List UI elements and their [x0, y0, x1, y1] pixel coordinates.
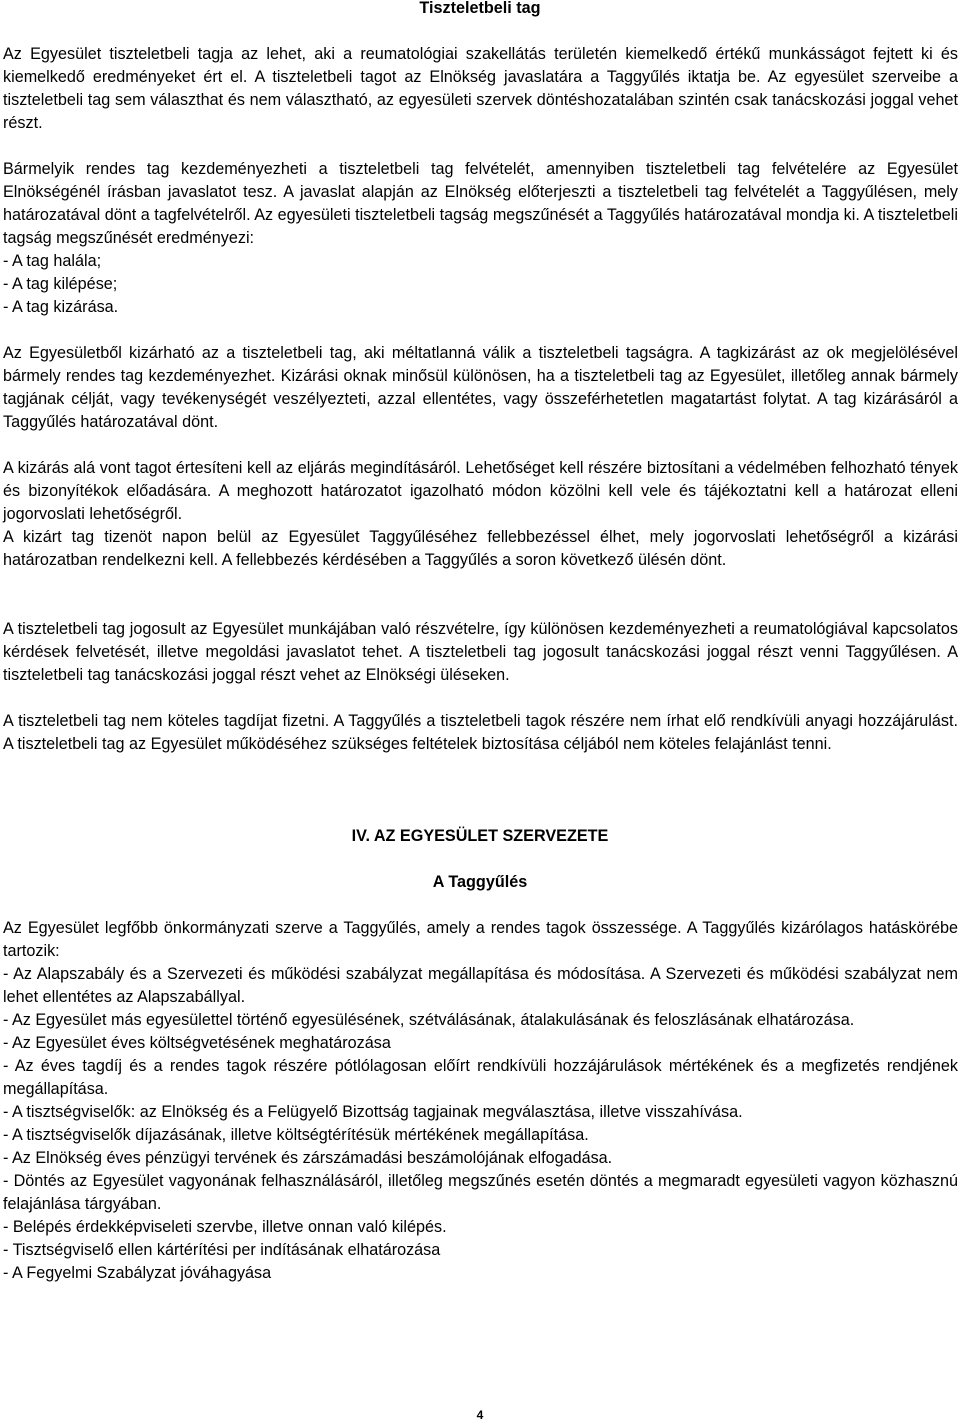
- paragraph-block-3: [3, 342, 958, 434]
- paragraph-block-6: [3, 710, 958, 756]
- list-item: - Az Alapszabály és a Szervezeti és működési szabályzat megállapítása és módosítása. A Szervezeti és működési szabályzat nem lehet ellentétes az Alapszabállyal.: [3, 965, 958, 1006]
- paragraph-block-1: [3, 43, 958, 135]
- list-item: - Az Egyesület más egyesülettel történő egyesülésének, szétválásának, átalakulásának és feloszlásának elhatározása.: [3, 1011, 855, 1029]
- list-item: - Az Elnökség éves pénzügyi tervének és zárszámadási beszámolójának elfogadása.: [3, 1149, 613, 1167]
- paragraph: A kizárás alá vont tagot értesíteni kell az eljárás megindításáról. Lehetőséget kell részére biztosítani a védelmében felhozható tények és bizonyítékok előadására. A meghozott határozatot igazolható módon közölni kell vele és tájékoztatni kell a határozat elleni jogorvoslati lehetőségről.: [3, 459, 958, 523]
- subsection-heading: A Taggyűlés: [432, 873, 528, 891]
- paragraph-block-7: [3, 917, 958, 1285]
- paragraph: A kizárt tag tizenöt napon belül az Egyesület Taggyűléséhez fellebbezéssel élhet, mely jogorvoslati lehetőségről a kizárási határozatban rendelkezni kell. A fellebbezés kérdésében a Taggyűlés a soron következő ülésén dönt.: [3, 528, 958, 569]
- list-item: - A tag kizárása.: [3, 298, 119, 316]
- paragraph: A tiszteletbeli tag jogosult az Egyesület munkájában való részvételre, így különösen kezdeményezheti a reumatológiával kapcsolatos kérdések felvetését, illetve megoldási javaslatot tehet. A tiszteletbeli tag jogosult tanácskozási joggal részt venni Taggyűlésen. A tiszteletbeli tag tanácskozási joggal részt vehet az Elnökségi üléseken.: [3, 620, 958, 684]
- list-item: - Az éves tagdíj és a rendes tagok részére pótlólagosan előírt rendkívüli hozzájárulások mértékének és a megfizetés rendjének megállapítása.: [3, 1057, 958, 1098]
- chapter-heading: IV. AZ EGYESÜLET SZERVEZETE: [351, 827, 609, 845]
- paragraph: Az Egyesületből kizárható az a tiszteletbeli tag, aki méltatlanná válik a tiszteletbeli tagságra. A tagkizárást az ok megjelölésével bármely rendes tag kezdeményezhet. Kizárási oknak minősül különösen, ha a tiszteletbeli tag az Egyesület, illetőleg annak bármely tagjának célját, vagy tevékenységét veszélyezteti, azzal ellentétes, vagy összeférhetetlen magatartást folytat. A tag kizárásáról a Taggyűlés határozatával dönt.: [3, 344, 958, 431]
- paragraph: Az Egyesület legfőbb önkormányzati szerve a Taggyűlés, amely a rendes tagok összessége. A Taggyűlés kizárólagos hatáskörébe tartozik:: [3, 919, 958, 960]
- section-title: Tiszteletbeli tag: [419, 0, 541, 17]
- paragraph: Az Egyesület tiszteletbeli tagja az lehet, aki a reumatológiai szakellátás területén kiemelkedő értékű munkásságot fejtett ki és kiemelkedő eredményeket ért el. A tiszteletbeli tagot az Elnökség javaslatára a Taggyűlés iktatja be. Az egyesület szerveibe a tiszteletbeli tag sem választhat és nem választható, az egyesületi szervek döntéshozatalában szintén csak tanácskozási joggal vehet részt.: [3, 45, 958, 132]
- paragraph-block-2: [3, 158, 958, 319]
- list-item: - Az Egyesület éves költségvetésének meghatározása: [3, 1034, 391, 1052]
- paragraph-block-5: [3, 618, 958, 687]
- paragraph: Bármelyik rendes tag kezdeményezheti a tiszteletbeli tag felvételét, amennyiben tiszteletbeli tag felvételére az Egyesület Elnökségénél írásban javaslatot tesz. A javaslat alapján az Elnökség előterjeszti a tiszteletbeli tag felvételét a Taggyűlésen, mely határozatával dönt a tagfelvételről. Az egyesületi tiszteletbeli tagság megszűnését a Taggyűlés határozatával mondja ki. A tiszteletbeli tagság megszűnését eredményezi:: [3, 160, 958, 247]
- list-item: - Belépés érdekképviseleti szervbe, illetve onnan való kilépés.: [3, 1218, 447, 1236]
- list-item: - A tisztségviselők: az Elnökség és a Felügyelő Bizottság tagjainak megválasztása, illetve visszahívása.: [3, 1103, 743, 1121]
- page-number: 4: [476, 1408, 484, 1422]
- list-item: - A tisztségviselők díjazásának, illetve költségtérítésük mértékének megállapítása.: [3, 1126, 589, 1144]
- paragraph: A tiszteletbeli tag nem köteles tagdíjat fizetni. A Taggyűlés a tiszteletbeli tagok részére nem írhat elő rendkívüli anyagi hozzájárulást. A tiszteletbeli tag az Egyesület működéséhez szükséges feltételek biztosítása céljából nem köteles felajánlást tenni.: [3, 712, 958, 753]
- list-item: - Tisztségviselő ellen kártérítési per indításának elhatározása: [3, 1241, 441, 1259]
- list-item: - A tag kilépése;: [3, 275, 118, 293]
- paragraph-block-4: [3, 457, 958, 572]
- list-item: - Döntés az Egyesület vagyonának felhasználásáról, illetőleg megszűnés esetén döntés a megmaradt egyesületi vagyon közhasznú felajánlása tárgyában.: [3, 1172, 958, 1213]
- list-item: - A tag halála;: [3, 252, 102, 270]
- list-item: - A Fegyelmi Szabályzat jóváhagyása: [3, 1264, 272, 1282]
